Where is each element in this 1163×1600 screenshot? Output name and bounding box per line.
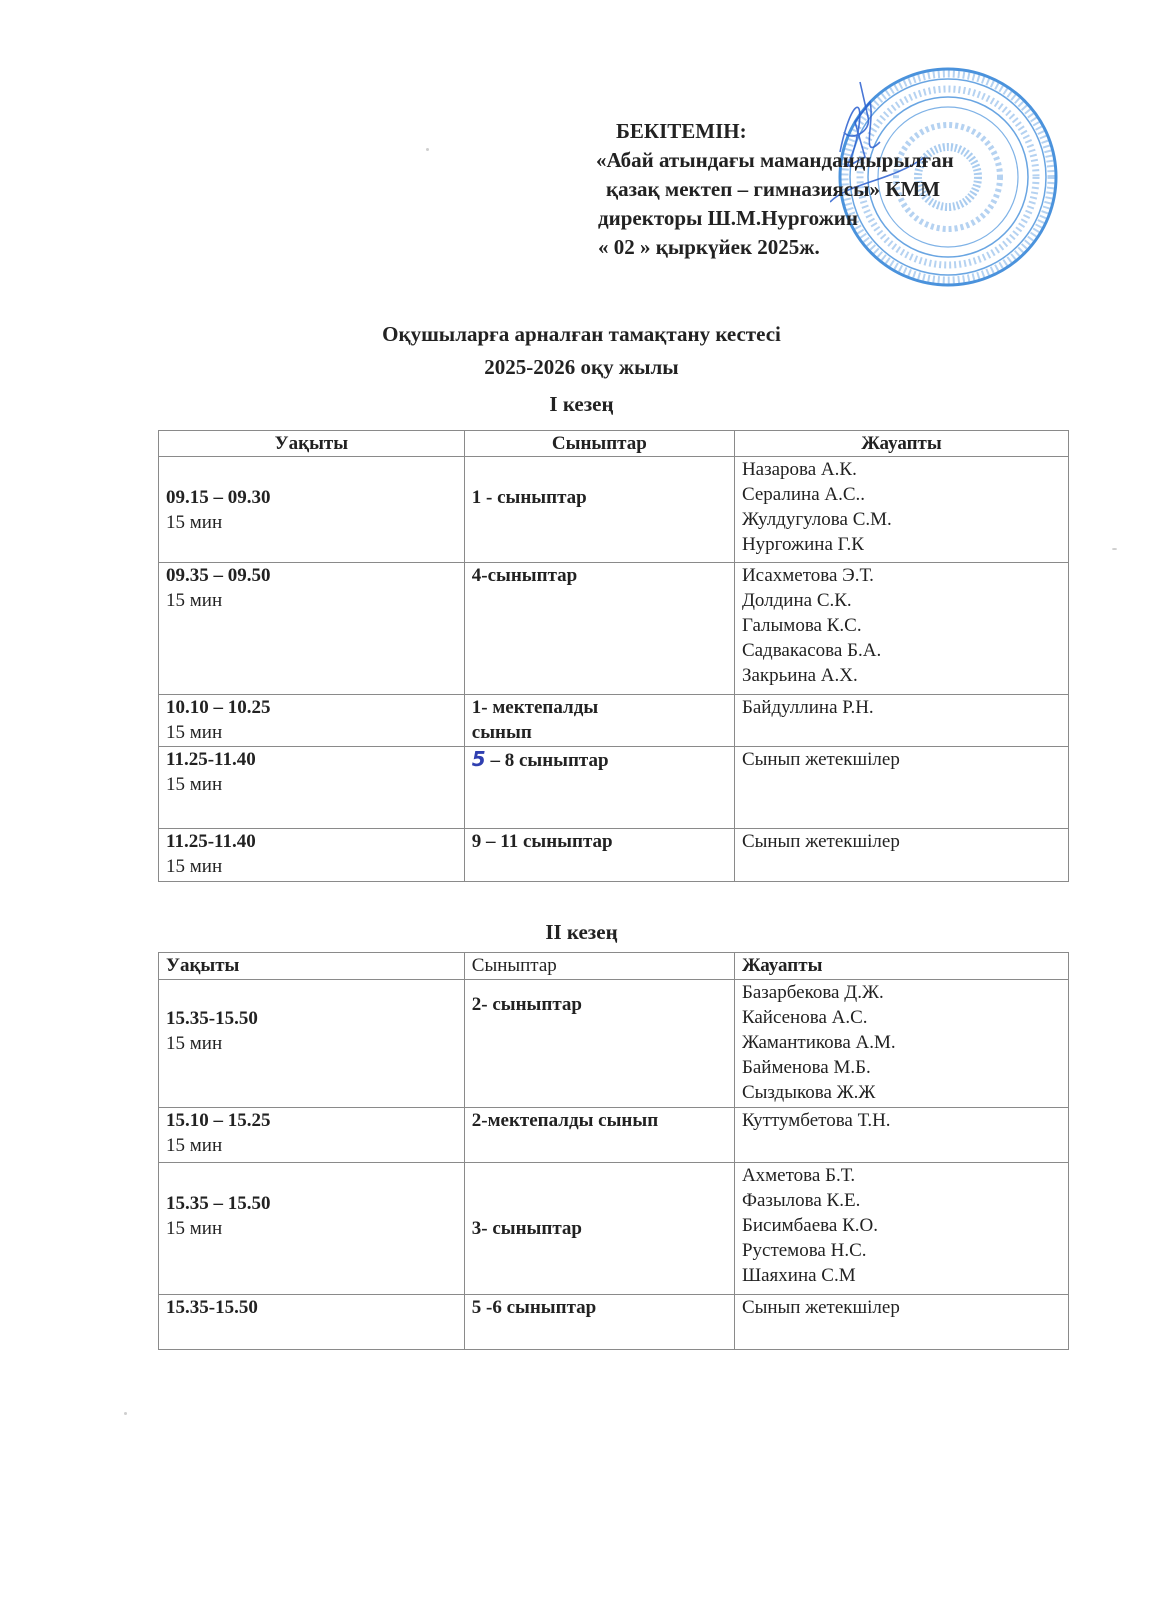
duration: 15 мин (166, 774, 223, 795)
responsible-name: Рустемова Н.С. (741, 1240, 867, 1261)
table-header-row (159, 431, 1069, 457)
table-row (159, 980, 1069, 1108)
duration: 15 мин (166, 1032, 223, 1054)
responsible-cell (734, 1163, 1068, 1295)
time: 15.10 – 15.25 (166, 1110, 271, 1131)
responsible-name: Куттумбетова Т.Н. (741, 1110, 891, 1131)
column-header: Уақыты (159, 953, 465, 980)
time: 09.15 – 09.30 (166, 486, 271, 508)
classes-cell (464, 829, 734, 882)
time-cell (159, 829, 465, 882)
responsible-name: Ахметова Б.Т. (741, 1165, 856, 1186)
time-cell (159, 747, 465, 829)
table-row (159, 457, 1069, 563)
time: 11.25-11.40 (166, 749, 256, 770)
responsible-name: Назарова А.К. (741, 459, 857, 480)
column-header: Сыныптар (464, 953, 734, 980)
column-header: Жауапты (734, 431, 1068, 457)
approval-date: « 02 » қыркүйек 2025ж. (598, 235, 820, 259)
responsible-name: Бисимбаева К.О. (741, 1215, 878, 1236)
responsible-name: Фазылова К.Е. (741, 1190, 861, 1211)
responsible-name: Садвакасова Б.А. (741, 640, 882, 661)
classes-cell (464, 695, 734, 747)
responsible-name: Сынып жетекшілер (741, 749, 900, 770)
responsible-cell (734, 1108, 1068, 1163)
responsible-cell (734, 1295, 1068, 1350)
classes: 1- мектепалды сынып (471, 697, 599, 743)
time-cell (159, 457, 465, 563)
responsible-name: Кайсенова А.С. (741, 1007, 868, 1028)
time: 09.35 – 09.50 (166, 565, 271, 586)
period2-heading: ІІ кезең (545, 920, 618, 944)
time-cell (159, 1108, 465, 1163)
time-cell (159, 1295, 465, 1350)
table-row (159, 829, 1069, 882)
responsible-name: Байменова М.Б. (741, 1057, 871, 1078)
column-header: Уақыты (159, 431, 465, 457)
classes: 1 - сыныптар (471, 487, 587, 508)
table-row (159, 747, 1069, 829)
approval-line: қазақ мектеп – гимназиясы» КММ (606, 177, 941, 201)
classes: 3- сыныптар (471, 1218, 582, 1239)
responsible-name: Шаяхина С.М (741, 1265, 856, 1286)
time-cell (159, 695, 465, 747)
scan-speck (426, 148, 429, 151)
classes: 2- сыныптар (471, 993, 582, 1015)
responsible-name: Сынып жетекшілер (741, 831, 900, 852)
duration: 15 мин (166, 722, 223, 743)
duration: 15 мин (166, 511, 223, 533)
classes: – 8 сыныптар (485, 750, 609, 771)
handwritten-correction: 5 (471, 747, 486, 771)
classes-cell (464, 1295, 734, 1350)
approval-block (596, 117, 954, 262)
responsible-name: Сынып жетекшілер (741, 1297, 900, 1318)
document-title: Оқушыларға арналған тамақтану кестесі (382, 322, 781, 346)
classes-cell (464, 1163, 734, 1295)
time-cell (159, 1163, 465, 1295)
approval-line: «Абай атындағы мамандандырылған (596, 148, 954, 172)
classes-cell (464, 747, 734, 829)
scan-speck (124, 1412, 127, 1415)
duration: 15 мин (166, 1217, 223, 1239)
responsible-cell (734, 695, 1068, 747)
responsible-name: Жулдугулова С.М. (741, 509, 892, 530)
responsible-name: Долдина С.К. (741, 590, 852, 611)
responsible-name: Базарбекова Д.Ж. (741, 982, 884, 1003)
classes-cell (464, 563, 734, 695)
time: 15.35 – 15.50 (166, 1192, 271, 1214)
table-header-row (159, 953, 1069, 980)
responsible-cell (734, 747, 1068, 829)
duration: 15 мин (166, 856, 223, 877)
classes: 5 -6 сыныптар (471, 1297, 597, 1318)
time: 11.25-11.40 (166, 831, 256, 852)
responsible-name: Байдуллина Р.Н. (741, 697, 874, 718)
responsible-name: Сыздыкова Ж.Ж (741, 1082, 876, 1103)
duration: 15 мин (166, 1135, 223, 1156)
duration: 15 мин (166, 590, 223, 611)
column-header: Сыныптар (464, 431, 734, 457)
classes-cell (464, 457, 734, 563)
responsible-name: Исахметова Э.Т. (741, 565, 874, 586)
time-cell (159, 563, 465, 695)
responsible-cell (734, 563, 1068, 695)
classes: 2-мектепалды сынып (471, 1110, 659, 1131)
table-row (159, 563, 1069, 695)
responsible-name: Закрьина А.Х. (741, 665, 858, 686)
period1-heading: І кезең (549, 392, 614, 416)
responsible-name: Сералина А.С.. (741, 484, 866, 505)
period2-table (158, 952, 1069, 1350)
classes-cell (464, 1108, 734, 1163)
classes: 9 – 11 сыныптар (471, 831, 613, 852)
responsible-name: Нургожина Г.К (741, 534, 864, 555)
scan-speck (1112, 548, 1117, 550)
time: 10.10 – 10.25 (166, 697, 271, 718)
table-row (159, 1295, 1069, 1350)
time: 15.35-15.50 (166, 1297, 258, 1318)
classes: 4-сыныптар (471, 565, 578, 586)
responsible-cell (734, 829, 1068, 882)
approval-title: БЕКІТЕМІН: (616, 119, 747, 143)
table-row (159, 1163, 1069, 1295)
responsible-cell (734, 980, 1068, 1108)
column-header: Жауапты (734, 953, 1068, 980)
table-row (159, 1108, 1069, 1163)
responsible-name: Галымова К.С. (741, 615, 862, 636)
classes-cell (464, 980, 734, 1108)
approval-line: директоры Ш.М.Нургожин (598, 206, 858, 230)
period1-table (158, 430, 1069, 882)
responsible-name: Жамантикова А.М. (741, 1032, 896, 1053)
academic-year: 2025-2026 оқу жылы (484, 355, 679, 379)
table-row (159, 695, 1069, 747)
responsible-cell (734, 457, 1068, 563)
time: 15.35-15.50 (166, 1007, 258, 1029)
time-cell (159, 980, 465, 1108)
